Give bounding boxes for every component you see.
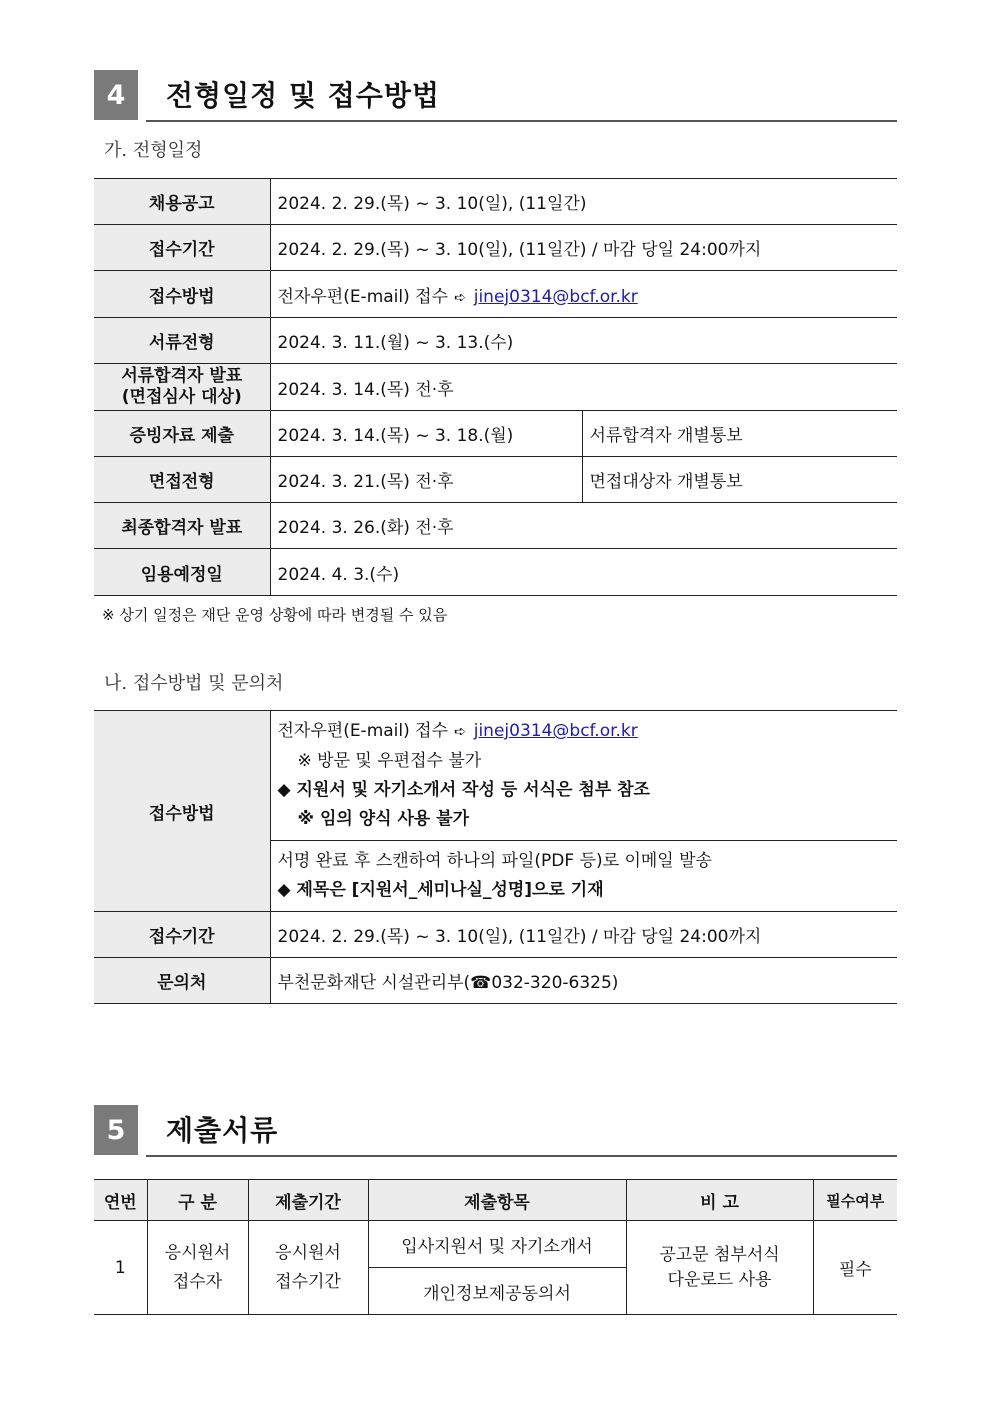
method-note: ※ 임의 양식 사용 불가	[297, 809, 470, 829]
section-number: 4	[94, 70, 138, 120]
section-title: 전형일정 및 접수방법	[166, 79, 440, 112]
row-value: 2024. 3. 14.(목) 전·후	[270, 364, 897, 411]
table-row	[94, 1221, 897, 1268]
schedule-table	[94, 178, 897, 596]
table-row	[94, 411, 897, 457]
table-row	[94, 318, 897, 364]
method-details	[270, 711, 897, 841]
method-note: 서명 완료 후 스캔하여 하나의 파일(PDF 등)로 이메일 발송	[277, 851, 712, 871]
row-label: 증빙자료 제출	[94, 411, 270, 457]
section-rule	[146, 120, 897, 122]
table-row	[94, 503, 897, 549]
arrow-right-icon: ➪	[454, 724, 466, 740]
row-value: 2024. 3. 14.(목) ~ 3. 18.(월)	[270, 411, 582, 457]
row-label: 임용예정일	[94, 549, 270, 596]
column-header: 제출항목	[368, 1180, 626, 1221]
row-value: 2024. 3. 21.(목) 전·후	[270, 457, 582, 503]
row-note: 서류합격자 개별통보	[582, 411, 897, 457]
table-row	[94, 179, 897, 225]
method-note: ◆ 제목은 [지원서_세미나실_성명]으로 기재	[277, 880, 604, 900]
section-4-header	[94, 70, 897, 122]
row-label: 접수방법	[94, 271, 270, 318]
row-label: 서류합격자 발표 (면접심사 대상)	[94, 364, 270, 411]
row-value: 부천문화재단 시설관리부(☎032-320-6325)	[270, 958, 897, 1004]
method-text: 전자우편(E-mail) 접수	[277, 286, 448, 307]
section-rule	[146, 1155, 897, 1157]
table-row	[94, 225, 897, 271]
column-header: 구 분	[147, 1180, 248, 1221]
row-label: 접수기간	[94, 912, 270, 958]
schedule-footnote: ※ 상기 일정은 재단 운영 상황에 따라 변경될 수 있음	[102, 606, 448, 624]
column-header: 비 고	[626, 1180, 813, 1221]
contact-table	[94, 710, 897, 1004]
section-number: 5	[94, 1105, 138, 1155]
method-line	[278, 717, 891, 747]
email-link[interactable]: jinej0314@bcf.or.kr	[473, 721, 638, 741]
column-header: 제출기간	[248, 1180, 368, 1221]
table-row	[94, 549, 897, 596]
row-label: 접수기간	[94, 225, 270, 271]
documents-table	[94, 1179, 897, 1315]
table-row	[94, 364, 897, 411]
cell-item: 개인정보제공동의서	[368, 1268, 626, 1315]
row-value: 2024. 3. 26.(화) 전·후	[270, 503, 897, 549]
table-row	[94, 711, 897, 841]
arrow-right-icon: ➪	[454, 289, 466, 306]
row-value: 2024. 2. 29.(목) ~ 3. 10(일), (11일간) / 마감 당일 24:00까지	[270, 912, 897, 958]
column-header: 필수여부	[813, 1180, 897, 1221]
row-value: 2024. 2. 29.(목) ~ 3. 10(일), (11일간)	[270, 179, 897, 225]
table-row	[94, 912, 897, 958]
row-label: 문의처	[94, 958, 270, 1004]
section-5-header	[94, 1105, 897, 1157]
cell-period: 응시원서 접수기간	[248, 1221, 368, 1315]
email-link[interactable]: jinej0314@bcf.or.kr	[473, 286, 638, 307]
section-title: 제출서류	[166, 1114, 279, 1147]
row-label: 서류전형	[94, 318, 270, 364]
column-header: 연번	[94, 1180, 147, 1221]
row-note: 면접대상자 개별통보	[582, 457, 897, 503]
row-value	[270, 271, 897, 318]
row-value: 2024. 2. 29.(목) ~ 3. 10(일), (11일간) / 마감 당일 24:00까지	[270, 225, 897, 271]
method-note: ◆ 지원서 및 자기소개서 작성 등 서식은 첨부 참조	[277, 780, 650, 800]
cell-remark: 공고문 첨부서식 다운로드 사용	[626, 1221, 813, 1315]
contact-subtitle: 나. 접수방법 및 문의처	[104, 673, 284, 694]
method-text: 전자우편(E-mail) 접수	[277, 721, 448, 741]
table-row	[94, 457, 897, 503]
cell-category: 응시원서 접수자	[147, 1221, 248, 1315]
schedule-subtitle: 가. 전형일정	[104, 140, 203, 161]
method-note: ※ 방문 및 우편접수 불가	[297, 751, 482, 771]
row-label: 최종합격자 발표	[94, 503, 270, 549]
row-value: 2024. 4. 3.(수)	[270, 549, 897, 596]
row-label: 면접전형	[94, 457, 270, 503]
table-row	[94, 958, 897, 1004]
method-details	[270, 841, 897, 912]
cell-no: 1	[94, 1221, 147, 1315]
cell-item: 입사지원서 및 자기소개서	[368, 1221, 626, 1268]
row-label: 채용공고	[94, 179, 270, 225]
row-value: 2024. 3. 11.(월) ~ 3. 13.(수)	[270, 318, 897, 364]
header-row	[94, 1180, 897, 1221]
cell-required: 필수	[813, 1221, 897, 1315]
row-label: 접수방법	[94, 711, 270, 912]
table-row	[94, 271, 897, 318]
